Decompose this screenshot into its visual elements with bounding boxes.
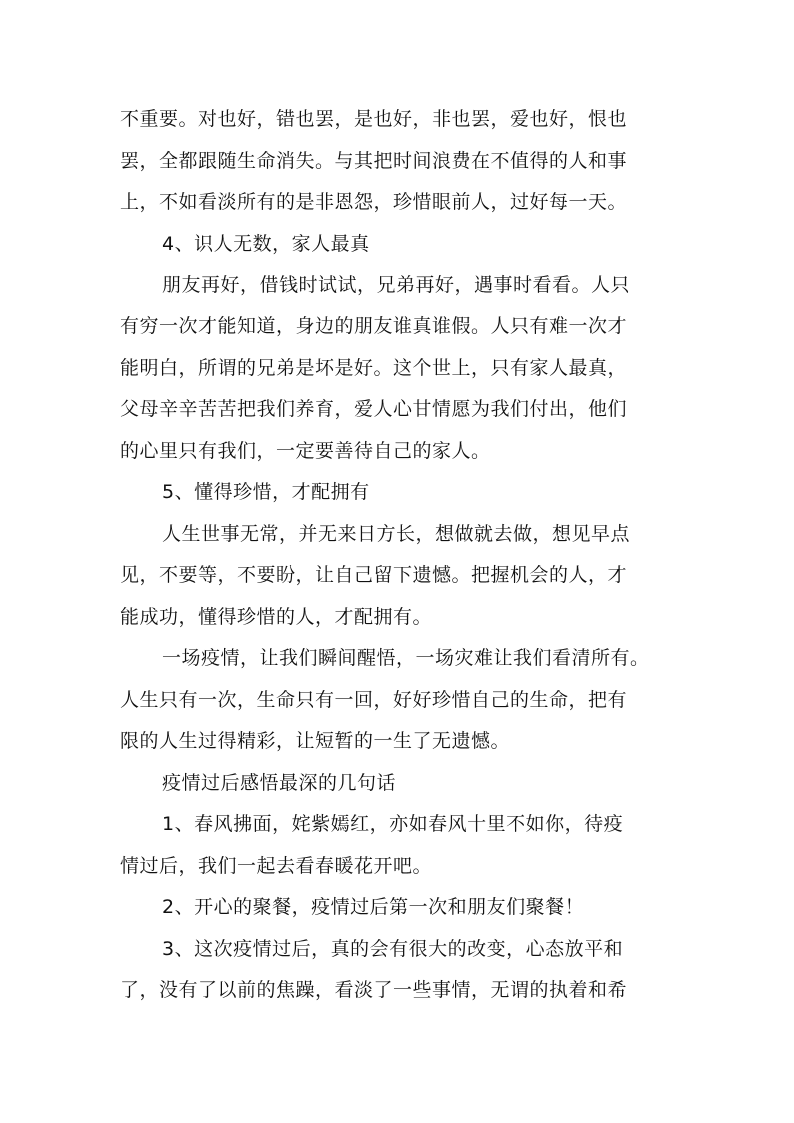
paragraph-line: 人生世事无常，并无来日方长，想做就去做，想见早点 [162, 523, 631, 545]
paragraph-line: 有穷一次才能知道，身边的朋友谁真谁假。人只有难一次才 [120, 315, 628, 337]
paragraph-line: 限的人生过得精彩，让短暂的一生了无遗憾。 [120, 730, 511, 752]
paragraph-line: 1、春风拂面，姹紫嫣红，亦如春风十里不如你，待疫 [162, 813, 624, 835]
paragraph-line: 人生只有一次，生命只有一回，好好珍惜自己的生命，把有 [120, 689, 628, 711]
paragraph-line: 2、开心的聚餐，疫情过后第一次和朋友们聚餐！ [162, 896, 585, 918]
paragraph-line: 能成功，懂得珍惜的人，才配拥有。 [120, 606, 433, 628]
paragraph-line: 一场疫情，让我们瞬间醒悟，一场灾难让我们看清所有。 [162, 647, 650, 669]
paragraph-line: 不重要。对也好，错也罢，是也好，非也罢，爱也好，恨也 [120, 108, 628, 130]
paragraph-line: 的心里只有我们，一定要善待自己的家人。 [120, 440, 491, 462]
paragraph-line: 3、这次疫情过后，真的会有很大的改变，心态放平和 [162, 938, 624, 960]
paragraph-line: 上，不如看淡所有的是非恩怨，珍惜眼前人，过好每一天。 [120, 191, 628, 213]
paragraph-line: 了，没有了以前的焦躁，看淡了一些事情，无谓的执着和希 [120, 979, 628, 1001]
paragraph-line: 能明白，所谓的兄弟是坏是好。这个世上，只有家人最真， [120, 357, 628, 379]
paragraph-line: 朋友再好，借钱时试试，兄弟再好，遇事时看看。人只 [162, 274, 631, 296]
section-heading: 5、懂得珍惜，才配拥有 [162, 481, 370, 503]
section-heading: 4、识人无数，家人最真 [162, 233, 370, 255]
paragraph-line: 见，不要等，不要盼，让自己留下遗憾。把握机会的人，才 [120, 564, 628, 586]
paragraph-line: 情过后，我们一起去看春暖花开吧。 [120, 855, 433, 877]
section-heading: 疫情过后感悟最深的几句话 [162, 772, 397, 794]
paragraph-line: 父母辛辛苦苦把我们养育，爱人心甘情愿为我们付出，他们 [120, 398, 628, 420]
paragraph-line: 罢，全都跟随生命消失。与其把时间浪费在不值得的人和事 [120, 150, 628, 172]
